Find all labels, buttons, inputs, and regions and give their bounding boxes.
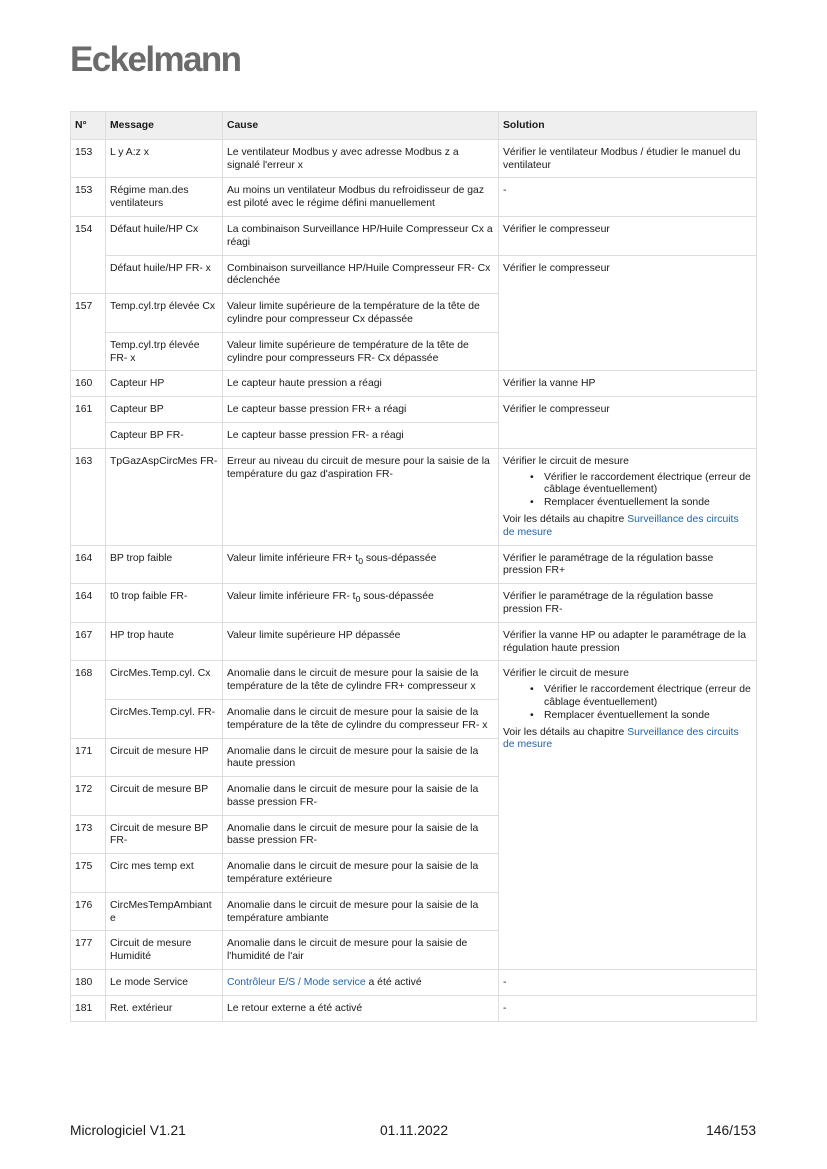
row-cause: Valeur limite supérieure de température de la tête de cylindre pour compresseurs FR- Cx dépassée xyxy=(223,332,499,371)
table-row xyxy=(71,255,757,294)
row-no: 175 xyxy=(71,854,106,893)
solution-intro: Vérifier le circuit de mesure xyxy=(503,455,629,467)
row-no: 168 xyxy=(71,661,106,738)
chapter-link[interactable]: Surveillance des circuits de mesure xyxy=(503,513,739,538)
row-cause: Anomalie dans le circuit de mesure pour la saisie de la basse pression FR- xyxy=(223,815,499,854)
row-cause: Le capteur basse pression FR+ a réagi xyxy=(223,397,499,423)
row-cause: Anomalie dans le circuit de mesure pour la saisie de la température de la tête de cylindre du compresseur FR- x xyxy=(223,699,499,738)
row-solution xyxy=(499,448,757,545)
cause-text-end: sous-dépassée xyxy=(360,591,434,603)
row-message: Régime man.des ventilateurs xyxy=(106,178,223,217)
row-solution: - xyxy=(499,995,757,1021)
row-no: 154 xyxy=(71,216,106,293)
table-row xyxy=(71,584,757,623)
row-message: Défaut huile/HP FR- x xyxy=(106,255,223,294)
header-message: Message xyxy=(106,112,223,140)
row-message: Temp.cyl.trp élevée FR- x xyxy=(106,332,223,371)
row-solution: Vérifier le paramétrage de la régulation basse pression FR- xyxy=(499,584,757,623)
solution-list xyxy=(543,684,752,722)
row-no: 157 xyxy=(71,294,106,371)
service-mode-link[interactable]: Contrôleur E/S / Mode service xyxy=(227,977,366,989)
cause-text-end: a été activé xyxy=(365,977,422,989)
row-cause xyxy=(223,545,499,584)
solution-bullet: • Vérifier le raccordement électrique (erreur de câblage éventuellement) xyxy=(543,472,752,498)
header-solution: Solution xyxy=(499,112,757,140)
row-message: CircMesTempAmbiant e xyxy=(106,892,223,931)
row-message: Circuit de mesure BP FR- xyxy=(106,815,223,854)
row-solution xyxy=(499,661,757,970)
row-no: 153 xyxy=(71,139,106,178)
footer-product: Micrologiciel V1.21 xyxy=(70,1123,186,1138)
table-row xyxy=(71,139,757,178)
row-cause: Au moins un ventilateur Modbus du refroidisseur de gaz est piloté avec le régime défini manuellement xyxy=(223,178,499,217)
row-cause: Anomalie dans le circuit de mesure pour la saisie de la température de la tête de cylindre FR+ compresseur x xyxy=(223,661,499,700)
row-solution: Vérifier le compresseur xyxy=(499,255,757,371)
row-cause: La combinaison Surveillance HP/Huile Compresseur Cx a réagi xyxy=(223,216,499,255)
row-message: CircMes.Temp.cyl. FR- xyxy=(106,699,223,738)
row-message: Le mode Service xyxy=(106,970,223,996)
row-cause: Anomalie dans le circuit de mesure pour la saisie de la température ambiante xyxy=(223,892,499,931)
table-row xyxy=(71,397,757,423)
row-solution: Vérifier la vanne HP ou adapter le paramétrage de la régulation haute pression xyxy=(499,622,757,661)
alarm-messages-table xyxy=(70,111,757,1022)
row-cause: Valeur limite supérieure HP dépassée xyxy=(223,622,499,661)
table-row xyxy=(71,661,757,700)
row-cause: Anomalie dans le circuit de mesure pour la saisie de la basse pression FR- xyxy=(223,777,499,816)
see-reference xyxy=(503,727,752,753)
row-no: 163 xyxy=(71,448,106,545)
row-no: 160 xyxy=(71,371,106,397)
row-message: Capteur BP FR- xyxy=(106,422,223,448)
row-message: Circuit de mesure Humidité xyxy=(106,931,223,970)
row-cause xyxy=(223,970,499,996)
table-row xyxy=(71,178,757,217)
footer-page-number: 146/153 xyxy=(706,1123,756,1138)
row-no: 177 xyxy=(71,931,106,970)
row-solution: Vérifier le ventilateur Modbus / étudier le manuel du ventilateur xyxy=(499,139,757,178)
cause-text: Valeur limite inférieure FR- t xyxy=(227,591,356,603)
solution-bullet: • Remplacer éventuellement la sonde xyxy=(543,710,752,723)
row-message: Circuit de mesure BP xyxy=(106,777,223,816)
row-cause: Valeur limite supérieure de la température de la tête de cylindre pour compresseur Cx dépassée xyxy=(223,294,499,333)
header-cause: Cause xyxy=(223,112,499,140)
row-message: Défaut huile/HP Cx xyxy=(106,216,223,255)
solution-intro: Vérifier le circuit de mesure xyxy=(503,668,629,680)
row-no: 172 xyxy=(71,777,106,816)
row-message: Capteur BP xyxy=(106,397,223,423)
row-no: 167 xyxy=(71,622,106,661)
row-message: Circ mes temp ext xyxy=(106,854,223,893)
solution-bullet: • Remplacer éventuellement la sonde xyxy=(543,497,752,510)
row-cause: Le retour externe a été activé xyxy=(223,995,499,1021)
header-no: N° xyxy=(71,112,106,140)
row-cause xyxy=(223,584,499,623)
table-row xyxy=(71,622,757,661)
cause-text-end: sous-dépassée xyxy=(363,552,437,564)
table-row xyxy=(71,970,757,996)
row-cause: Combinaison surveillance HP/Huile Compresseur FR- Cx déclenchée xyxy=(223,255,499,294)
row-no: 180 xyxy=(71,970,106,996)
row-message: HP trop haute xyxy=(106,622,223,661)
row-cause: Le capteur basse pression FR- a réagi xyxy=(223,422,499,448)
solution-bullet: • Vérifier le raccordement électrique (erreur de câblage éventuellement) xyxy=(543,684,752,710)
row-solution: Vérifier la vanne HP xyxy=(499,371,757,397)
row-cause: Anomalie dans le circuit de mesure pour la saisie de l'humidité de l'air xyxy=(223,931,499,970)
company-logo: Eckelmann xyxy=(70,40,241,79)
row-no: 161 xyxy=(71,397,106,449)
row-no: 171 xyxy=(71,738,106,777)
row-no: 173 xyxy=(71,815,106,854)
row-cause: Le capteur haute pression a réagi xyxy=(223,371,499,397)
row-solution: - xyxy=(499,178,757,217)
solution-list xyxy=(543,472,752,510)
row-cause: Le ventilateur Modbus y avec adresse Modbus z a signalé l'erreur x xyxy=(223,139,499,178)
row-cause: Erreur au niveau du circuit de mesure pour la saisie de la température du gaz d'aspiration FR- xyxy=(223,448,499,545)
see-reference xyxy=(503,514,752,540)
row-message: Ret. extérieur xyxy=(106,995,223,1021)
chapter-link[interactable]: Surveillance des circuits de mesure xyxy=(503,726,739,751)
table-row xyxy=(71,371,757,397)
table-row xyxy=(71,448,757,545)
row-message: Capteur HP xyxy=(106,371,223,397)
table-row xyxy=(71,216,757,255)
row-solution: Vérifier le compresseur xyxy=(499,216,757,255)
row-no: 181 xyxy=(71,995,106,1021)
see-text: Voir les détails au chapitre xyxy=(503,726,628,738)
table-row xyxy=(71,545,757,584)
row-message: Circuit de mesure HP xyxy=(106,738,223,777)
cause-text: Valeur limite inférieure FR+ t xyxy=(227,552,359,564)
cause-subscript: 0 xyxy=(358,555,364,566)
row-message: t0 trop faible FR- xyxy=(106,584,223,623)
row-no: 153 xyxy=(71,178,106,217)
table-header-row xyxy=(71,112,757,140)
row-solution: Vérifier le compresseur xyxy=(499,397,757,449)
footer-date: 01.11.2022 xyxy=(380,1123,449,1138)
row-message: L y A:z x xyxy=(106,139,223,178)
row-message: BP trop faible xyxy=(106,545,223,584)
row-no: 176 xyxy=(71,892,106,931)
row-solution: Vérifier le paramétrage de la régulation basse pression FR+ xyxy=(499,545,757,584)
row-message: CircMes.Temp.cyl. Cx xyxy=(106,661,223,700)
see-text: Voir les détails au chapitre xyxy=(503,513,628,525)
row-cause: Anomalie dans le circuit de mesure pour la saisie de la température extérieure xyxy=(223,854,499,893)
row-cause: Anomalie dans le circuit de mesure pour la saisie de la haute pression xyxy=(223,738,499,777)
table-row xyxy=(71,995,757,1021)
row-solution: - xyxy=(499,970,757,996)
row-message: TpGazAspCircMes FR- xyxy=(106,448,223,545)
cause-subscript: 0 xyxy=(355,594,361,605)
row-no: 164 xyxy=(71,545,106,584)
row-message: Temp.cyl.trp élevée Cx xyxy=(106,294,223,333)
row-no: 164 xyxy=(71,584,106,623)
